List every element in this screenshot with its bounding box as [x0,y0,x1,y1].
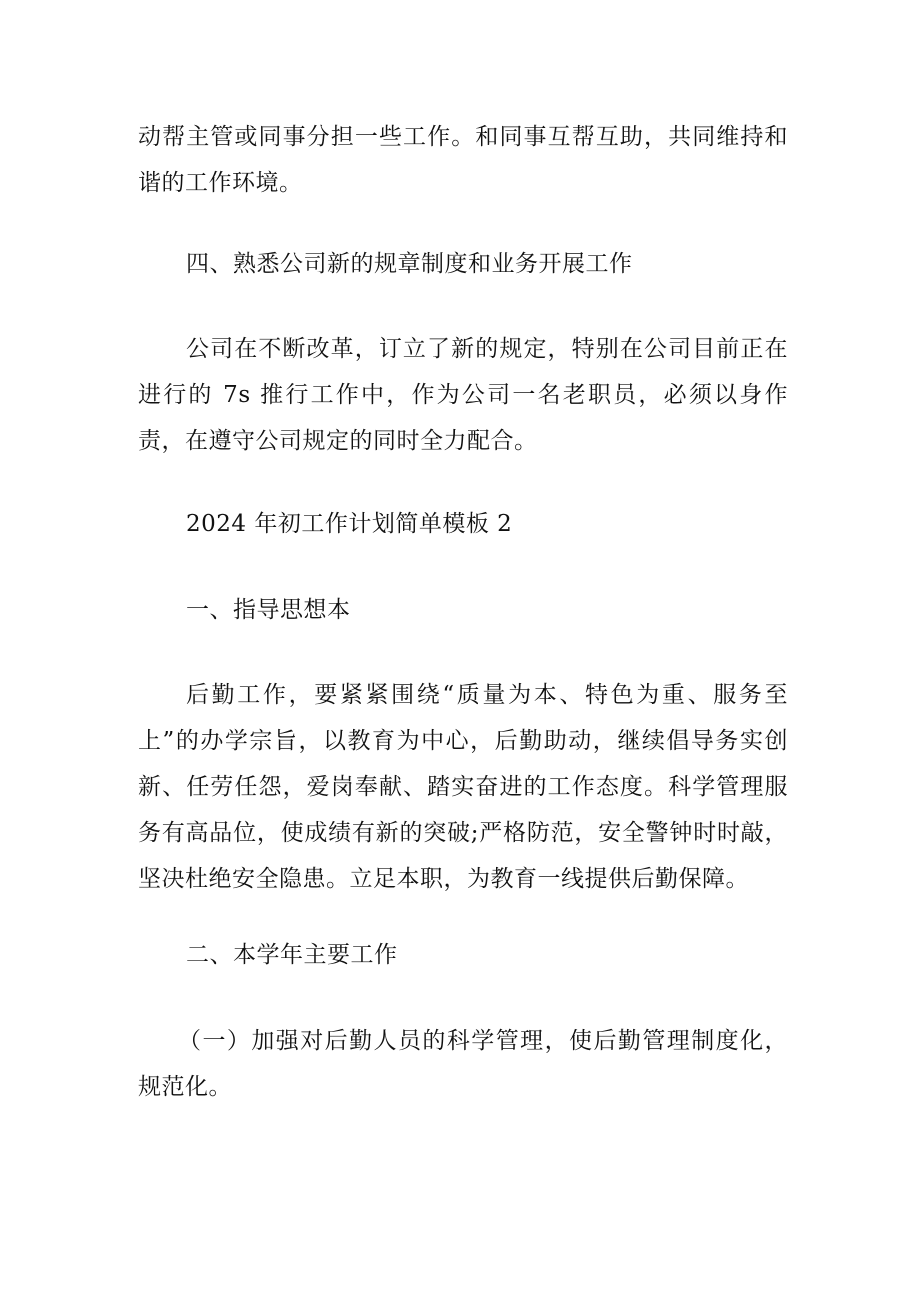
section-heading-4: 四、熟悉公司新的规章制度和业务开展工作 [186,251,633,277]
document-title: 2024 年初工作计划简单模板 2 [186,511,513,537]
paragraph-logistics-guidance: 后勤工作，要紧紧围绕“质量为本、特色为重、服务至上”的办学宗旨，以教育为中心，后勤助动，继续倡导务实创新、任劳任怨，爱岗奉献、踏实奋进的工作态度。科学管理服务有高品位，使成绩有新的突破;严格防范，安全警钟时时敲，坚决杜绝安全隐患。立足本职，为教育一线提供后勤保障。 [138,682,788,892]
paragraph-continuation: 动帮主管或同事分担一些工作。和同事互帮互助，共同维持和谐的工作环境。 [138,124,788,196]
paragraph-company-rules: 公司在不断改革，订立了新的规定，特别在公司目前正在进行的 7s 推行工作中，作为公司一名老职员，必须以身作责，在遵守公司规定的同时全力配合。 [138,336,788,454]
paragraph-subsection-1: （一）加强对后勤人员的科学管理，使后勤管理制度化，规范化。 [138,1028,788,1100]
section-heading-2: 二、本学年主要工作 [186,942,398,968]
section-heading-1: 一、指导思想本 [186,597,351,623]
